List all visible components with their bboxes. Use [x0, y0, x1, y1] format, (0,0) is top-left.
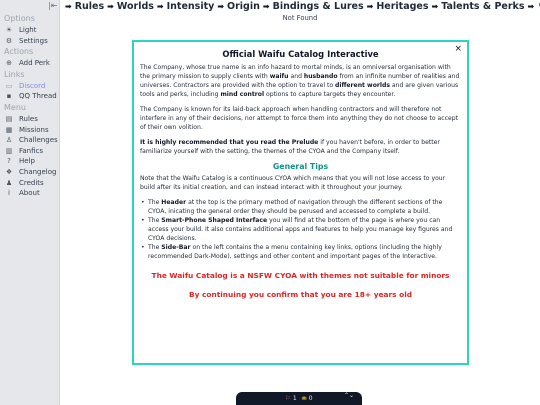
sidebar-options-header: Options: [4, 14, 35, 23]
flag-icon: ⚐: [285, 395, 291, 402]
nav-intensity[interactable]: Intensity: [166, 1, 215, 12]
sidebar-item-credits[interactable]: ♟ Credits: [5, 178, 44, 187]
arrow-right-icon: ➡: [366, 2, 374, 11]
changelog-icon: ❖: [5, 167, 13, 176]
flag-count: 1: [292, 395, 297, 402]
arrow-right-icon: ➡: [262, 2, 270, 11]
arrow-right-icon: ➡: [156, 2, 164, 11]
age-confirmation-text: By continuing you confirm that you are 18+ years old: [188, 290, 413, 299]
grid-icon: ▦: [5, 125, 13, 134]
chevron-up-down-icon[interactable]: ⌃⌄: [343, 392, 354, 399]
nsfw-warning: The Waifu Catalog is a NSFW CYOA with themes not suitable for minors: [151, 271, 450, 280]
people-icon: ♟: [5, 178, 13, 187]
tips-list: [140, 198, 461, 261]
modal-title: Official Waifu Catalog Interactive: [222, 49, 379, 59]
nav-rules[interactable]: Rules: [74, 1, 105, 12]
sidebar-item-light[interactable]: ☀ Light: [5, 26, 37, 34]
sidebar-links-header: Links: [4, 69, 25, 79]
tips-title: General Tips: [272, 162, 329, 171]
arrow-right-icon: ➡: [65, 2, 72, 11]
arrow-right-icon: ➡: [527, 2, 535, 11]
page-status-text: Not Found: [282, 14, 318, 22]
modal-company-paragraph: The Company is known for its laid-back approach when handling contractors and will therefore not interfere in any of their decisions, nor attempt to force them into anything they do not choose to accept of their own volition.: [140, 106, 458, 131]
phone-interface-bar[interactable]: [236, 392, 362, 405]
nav-origin[interactable]: Origin: [227, 1, 260, 12]
list-item: • The Header at the top is the primary method of navigation through the different sections of the CYOA, inicating the general order they should be perused and accessed to complete a build.: [140, 198, 461, 216]
nav-worlds[interactable]: Worlds: [116, 1, 154, 12]
modal-intro-paragraph: The Company, whose true name is an info hazard to mortal minds, is an omniversal organisation with the primary mission to supply clients with waifu and husbando from an infinite number of realities and universes. Contractors are provided with the option to travel to different worlds and are given various tools and perks, including mind control options to capture targets they encounter.: [140, 64, 460, 98]
arrow-right-icon: ➡: [217, 2, 225, 11]
sidebar-item-add-perk[interactable]: ⊕ Add Perk: [0, 58, 59, 69]
sidebar-item-help[interactable]: ? Help: [0, 156, 59, 167]
close-icon[interactable]: ×: [454, 44, 462, 54]
discord-icon: ▭: [5, 81, 13, 90]
list-icon: ▤: [5, 114, 13, 123]
intro-modal: [132, 40, 469, 365]
coins-icon: ⛂: [301, 395, 307, 402]
list-item: • The Side-Bar on the left contains the a menu containing key links, options (including the highly recommended Dark-Mode), settings and other content and important pages of the Interactive.: [140, 243, 461, 261]
sidebar-item-about[interactable]: i About: [0, 188, 59, 199]
coins-count: 0: [308, 395, 313, 402]
sidebar: [0, 0, 60, 405]
book-icon: ▥: [5, 146, 13, 155]
sidebar-item-discord[interactable]: ▭ Discord: [5, 81, 46, 90]
list-item: • The Smart-Phone Shaped Interface you will find at the bottom of the page is where you can access your build. It also contains additional apps and features to help you manage key figures and CYOA decisions.: [140, 216, 461, 243]
help-icon: ?: [7, 157, 11, 166]
gear-icon: ⚙: [5, 36, 13, 45]
nav-bindings-lures[interactable]: Bindings & Lures: [272, 1, 364, 12]
sidebar-menu-header: Menu: [4, 102, 26, 112]
arrow-right-icon: ➡: [431, 2, 439, 11]
sidebar-item-fanfics[interactable]: ▥ Fanfics: [5, 146, 44, 155]
sidebar-item-rules[interactable]: ▤ Rules: [5, 114, 38, 123]
collapse-sidebar-icon[interactable]: |⇤: [48, 1, 58, 10]
sidebar-item-missions[interactable]: ▦ Missions: [5, 125, 49, 134]
sun-icon: ☀: [5, 26, 13, 34]
modal-continuous-paragraph: Note that the Waifu Catalog is a continuous CYOA which means that you will not lose access to your build after its initial creation, and can instead interact with it throughout your journey.: [140, 175, 446, 191]
nav-talents-perks[interactable]: Talents & Perks: [441, 1, 525, 12]
nav-heritages[interactable]: Heritages: [376, 1, 429, 12]
header-nav: [60, 0, 540, 13]
thread-icon: ▪: [6, 92, 12, 101]
prelude-link[interactable]: It is highly recommended that you read the Prelude: [140, 139, 319, 146]
info-icon: i: [8, 189, 10, 198]
sidebar-actions-header: Actions: [4, 47, 34, 57]
sidebar-item-changelog[interactable]: ❖ Changelog: [5, 167, 57, 176]
pawn-icon: ♙: [5, 136, 13, 145]
plus-circle-icon: ⊕: [6, 59, 12, 68]
sidebar-item-qq-thread[interactable]: ▪ QQ Thread: [0, 91, 59, 102]
sidebar-item-challenges[interactable]: ♙ Challenges: [5, 136, 58, 145]
sidebar-item-settings[interactable]: ⚙ Settings: [5, 36, 48, 45]
arrow-right-icon: ➡: [107, 2, 114, 11]
modal-prelude-paragraph: It is highly recommended that you read the Prelude if you haven't before, in order to better familiarize yourself with the setting, the themes of the CYOA and the Company itself.: [140, 139, 440, 155]
